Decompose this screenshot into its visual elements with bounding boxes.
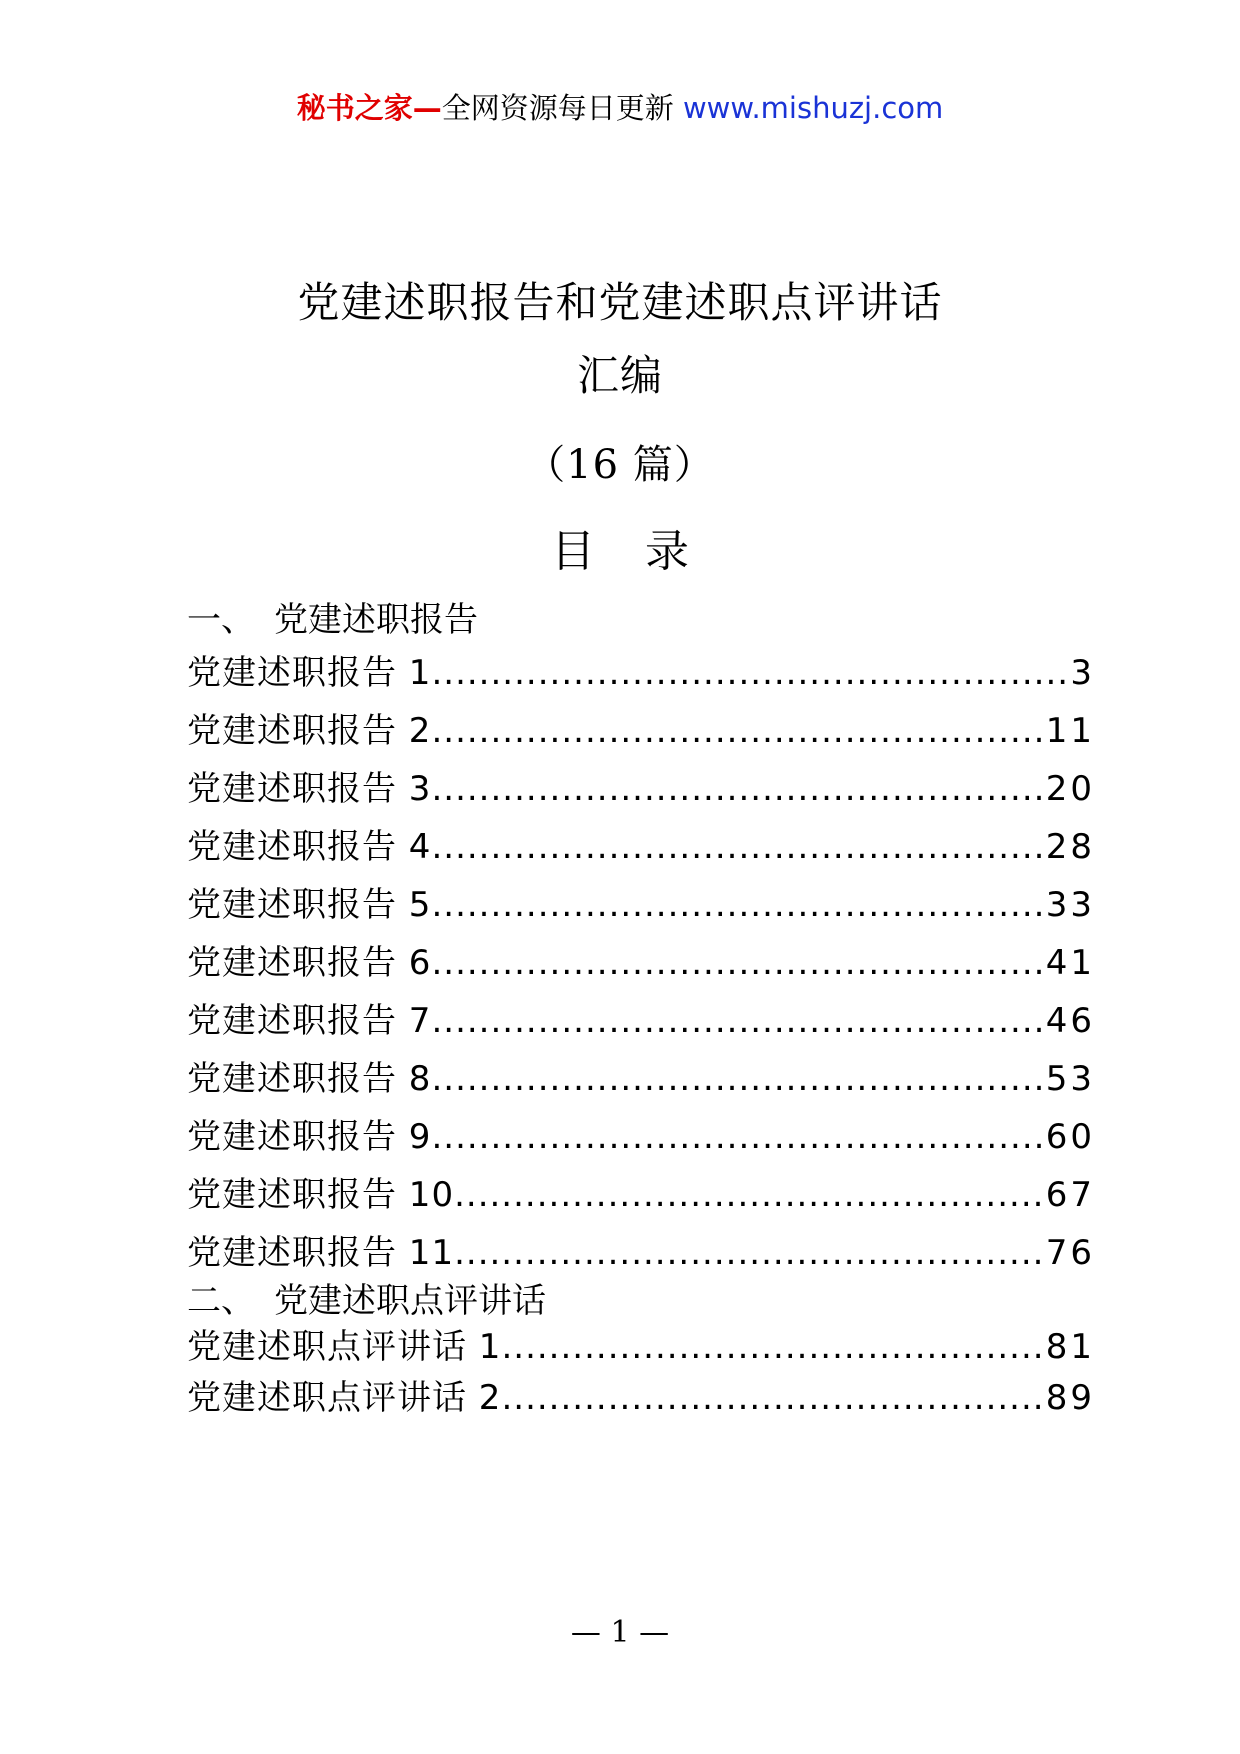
document-title-line2: 汇编 bbox=[576, 351, 663, 400]
toc-leader-dots bbox=[431, 1001, 1045, 1041]
toc-section-2 bbox=[187, 1273, 546, 1322]
toc-section-number: 一、 bbox=[187, 600, 255, 640]
brand-dash: — bbox=[412, 91, 442, 125]
toc-entry-label: 党建述职报告 4 bbox=[187, 827, 432, 867]
toc-entry-label: 党建述职报告 6 bbox=[187, 943, 432, 983]
toc-leader-dots bbox=[501, 1327, 1045, 1367]
toc-entry[interactable] bbox=[187, 761, 1095, 810]
toc-leader-dots bbox=[431, 1059, 1045, 1099]
toc-leader-dots bbox=[501, 1378, 1045, 1418]
toc-entry-label: 党建述职报告 5 bbox=[187, 885, 432, 925]
toc-entry[interactable] bbox=[187, 877, 1095, 926]
toc-entry-page: 28 bbox=[1045, 827, 1095, 867]
site-header bbox=[0, 88, 1240, 128]
toc-entry-label: 党建述职点评讲话 1 bbox=[187, 1327, 502, 1367]
toc-entry[interactable] bbox=[187, 645, 1095, 694]
toc-leader-dots bbox=[431, 943, 1045, 983]
toc-entry-label: 党建述职报告 9 bbox=[187, 1117, 432, 1157]
toc-leader-dots bbox=[431, 653, 1070, 693]
toc-heading: 目录 bbox=[551, 526, 739, 577]
toc-leader-dots bbox=[431, 769, 1045, 809]
document-count: （16 篇） bbox=[525, 442, 715, 488]
toc-section-1 bbox=[187, 592, 478, 641]
toc-entry-label: 党建述职点评讲话 2 bbox=[187, 1378, 502, 1418]
brand-name: 秘书之家 bbox=[296, 91, 413, 125]
toc-entry[interactable] bbox=[187, 1167, 1095, 1216]
toc-entry-label: 党建述职报告 11 bbox=[187, 1233, 455, 1273]
toc-entry-page: 53 bbox=[1045, 1059, 1095, 1099]
toc-leader-dots bbox=[431, 1117, 1045, 1157]
toc-entry[interactable] bbox=[187, 1225, 1095, 1274]
toc-entry-label: 党建述职报告 2 bbox=[187, 711, 432, 751]
toc-entry-page: 81 bbox=[1045, 1327, 1095, 1367]
toc-entry-label: 党建述职报告 1 bbox=[187, 653, 432, 693]
toc-entry-page: 3 bbox=[1070, 653, 1095, 693]
page-number-footer: — 1 — bbox=[570, 1615, 670, 1650]
toc-entry-page: 60 bbox=[1045, 1117, 1095, 1157]
document-title-line1: 党建述职报告和党建述职点评讲话 bbox=[297, 278, 943, 327]
toc-leader-dots bbox=[431, 711, 1045, 751]
toc-entry-label: 党建述职报告 8 bbox=[187, 1059, 432, 1099]
toc-entry[interactable] bbox=[187, 993, 1095, 1042]
toc-entry[interactable] bbox=[187, 703, 1095, 752]
toc-entry[interactable] bbox=[187, 1109, 1095, 1158]
toc-entry-page: 11 bbox=[1045, 711, 1095, 751]
toc-section-title: 党建述职点评讲话 bbox=[274, 1281, 546, 1321]
site-url-link[interactable]: www.mishuzj.com bbox=[682, 91, 944, 125]
toc-section-number: 二、 bbox=[187, 1281, 255, 1321]
toc-section-title: 党建述职报告 bbox=[274, 600, 478, 640]
toc-entry-page: 20 bbox=[1045, 769, 1095, 809]
toc-entry-page: 89 bbox=[1045, 1378, 1095, 1418]
toc-entry[interactable] bbox=[187, 1051, 1095, 1100]
toc-entry[interactable] bbox=[187, 1370, 1095, 1419]
toc-leader-dots bbox=[431, 885, 1045, 925]
toc-entry-page: 46 bbox=[1045, 1001, 1095, 1041]
toc-entry[interactable] bbox=[187, 1319, 1095, 1368]
toc-entry[interactable] bbox=[187, 935, 1095, 984]
toc-leader-dots bbox=[454, 1175, 1046, 1215]
toc-entry-page: 76 bbox=[1045, 1233, 1095, 1273]
toc-entry-label: 党建述职报告 7 bbox=[187, 1001, 432, 1041]
toc-entry-page: 33 bbox=[1045, 885, 1095, 925]
toc-entry[interactable] bbox=[187, 819, 1095, 868]
toc-leader-dots bbox=[454, 1233, 1046, 1273]
toc-entry-page: 67 bbox=[1045, 1175, 1095, 1215]
toc-entry-page: 41 bbox=[1045, 943, 1095, 983]
toc-entry-label: 党建述职报告 3 bbox=[187, 769, 432, 809]
brand-slogan: 全网资源每日更新 bbox=[441, 91, 674, 125]
toc-leader-dots bbox=[431, 827, 1045, 867]
toc-entry-label: 党建述职报告 10 bbox=[187, 1175, 455, 1215]
